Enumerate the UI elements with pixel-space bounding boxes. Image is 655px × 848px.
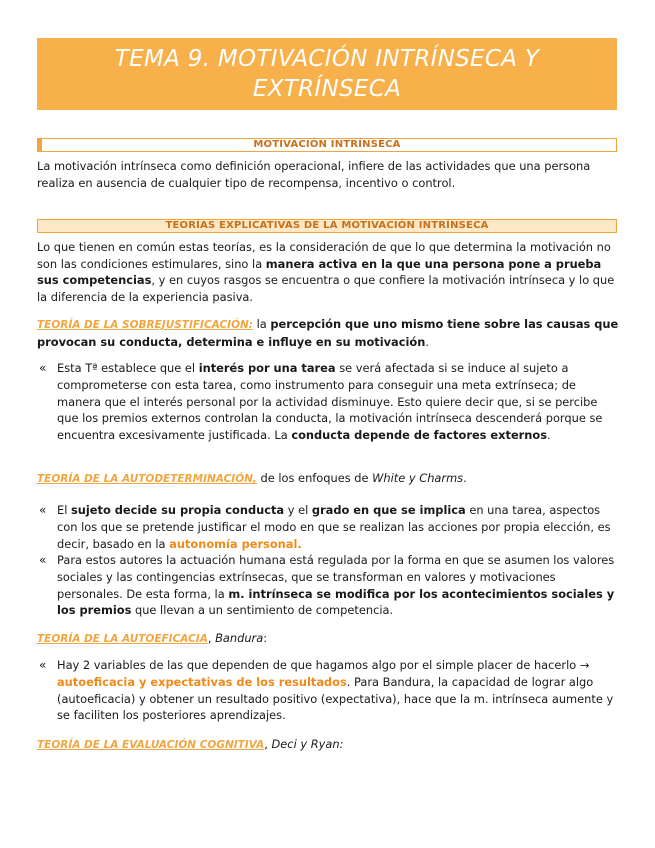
- paragraph-autoeficacia: TEORÍA DE LA AUTOEFICACIA, Bandura:: [37, 631, 268, 645]
- bullet-marker: «: [39, 503, 47, 517]
- paragraph-sobrejustificacion: TEORÍA DE LA SOBREJUSTIFICACIÓN: la percepción que uno mismo tiene sobre las causas que provocan su conducta, determina e influye en su motivación.: [37, 317, 619, 349]
- section-heading-motivacion-intrinseca: MOTIVACIÓN INTRÍNSECA: [37, 138, 617, 152]
- paragraph-autodeterminacion: TEORÍA DE LA AUTODETERMINACIÓN, de los enfoques de White y Charms.: [37, 471, 467, 485]
- paragraph-evaluacion-cognitiva: TEORÍA DE LA EVALUACIÓN COGNITIVA, Deci y Ryan:: [37, 737, 344, 751]
- title-line-2: EXTRÍNSECA: [252, 76, 402, 102]
- bullet-marker: «: [39, 658, 47, 672]
- heading-accent-bar: [37, 138, 42, 152]
- title-line-1: TEMA 9. MOTIVACIÓN INTRÍNSECA Y: [114, 46, 540, 72]
- list-item: « Esta Tª establece que el interés por una tarea se verá afectada si se induce al sujeto a comprometerse con esta tarea, como instrumento para conseguir una meta extrínseca; de manera que el interés personal por la actividad disminuye. Esto quiere decir que, si se percibe que los premios externos controlan la conducta, la motivación intrínseca descenderá porque se encuentra excesivamente justificada. La conducta depende de factores externos.: [39, 361, 603, 443]
- list-item: « Hay 2 variables de las que dependen de que hagamos algo por el simple placer de hacerlo → autoeficacia y expectativas de los resultados. Para Bandura, la capacidad de lograr algo (autoeficacia) y obtener un resultado positivo (expectativa), hace que la m. intrínseca aumente y se faciliten los posteriores aprendizajes.: [39, 658, 614, 723]
- theory-link-evaluacion-cognitiva[interactable]: TEORÍA DE LA EVALUACIÓN COGNITIVA: [37, 739, 265, 751]
- list-item: « El sujeto decide su propia conducta y el grado en que se implica en una tarea, aspectos con los que se pretende justificar el modo en que se realizan las acciones por propia elección, es decir, basado en la autonomía personal.: [39, 503, 611, 551]
- paragraph-definicion: La motivación intrínseca como definición operacional, infiere de las actividades que una persona realiza en ausencia de cualquier tipo de recompensa, incentivo o control.: [37, 159, 591, 190]
- section-heading-teorias: TEORÍAS EXPLICATIVAS DE LA MOTIVACIÓN INTRÍNSECA: [37, 219, 617, 233]
- theory-link-autoeficacia[interactable]: TEORÍA DE LA AUTOEFICACIA: [37, 633, 208, 645]
- theory-link-autodeterminacion[interactable]: TEORÍA DE LA AUTODETERMINACIÓN,: [37, 473, 257, 485]
- bullet-marker: «: [39, 553, 47, 567]
- list-item: « Para estos autores la actuación humana está regulada por la forma en que se asumen los valores sociales y las contingencias extrínsecas, que se transforman en valores y motivaciones personales. De esta forma, la m. intrínseca se modifica por los acontecimientos sociales y los premios que llevan a un sentimiento de competencia.: [39, 553, 615, 618]
- paragraph-teorias: Lo que tienen en común estas teorías, es la consideración de que lo que determina la motivación no son las condiciones estimulares, sino la manera activa en la que una persona pone a prueba sus competencias, y en cuyos rasgos se encuentra o que confiere la motivación intrínseca y lo que la diferencia de la experiencia pasiva.: [37, 240, 615, 304]
- page-title: [37, 38, 617, 110]
- theory-link-sobrejustificacion[interactable]: TEORÍA DE LA SOBREJUSTIFICACIÓN:: [37, 319, 253, 331]
- bullet-marker: «: [39, 361, 47, 375]
